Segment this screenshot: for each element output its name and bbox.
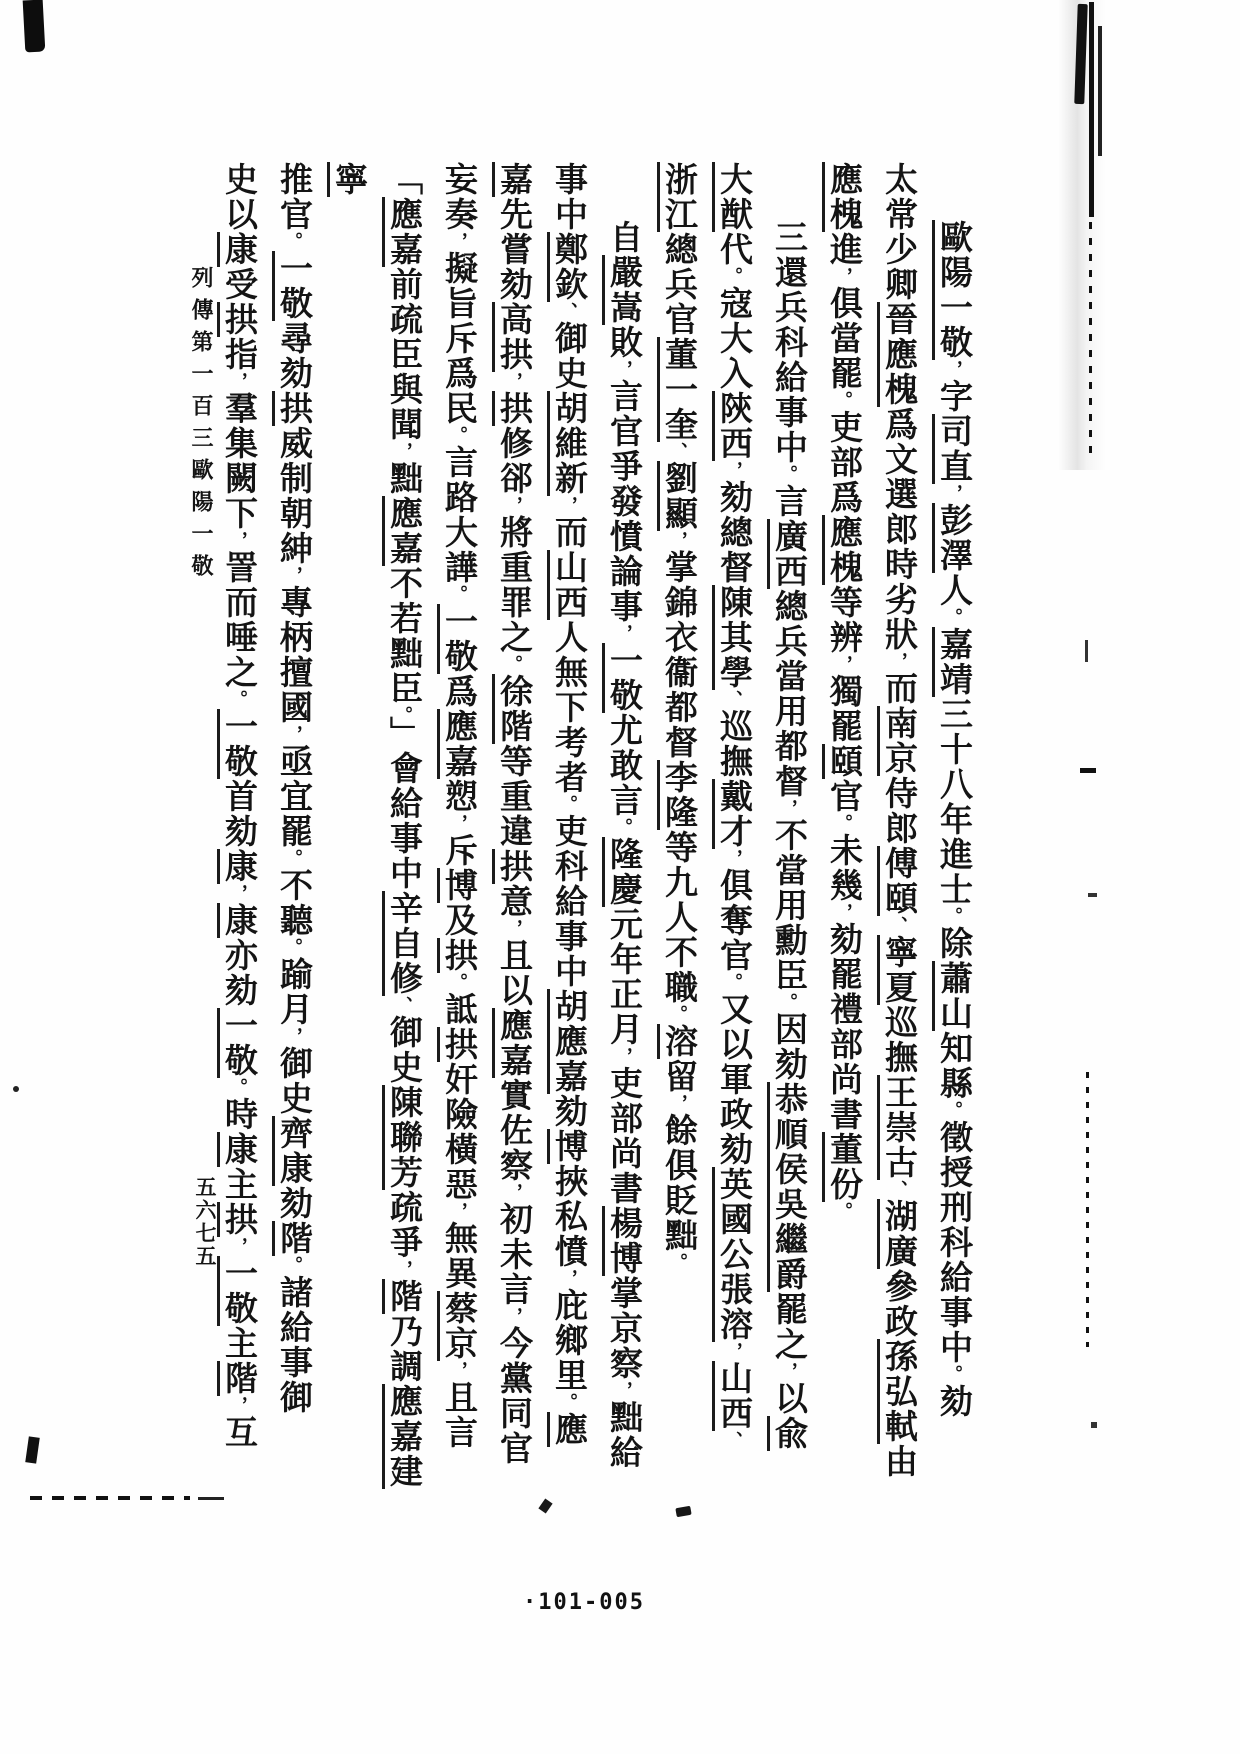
punctuation: ， bbox=[228, 372, 248, 391]
scan-artifact bbox=[1085, 640, 1088, 662]
proper-name: 兪 bbox=[767, 1416, 806, 1451]
proper-name: 陳其學 bbox=[712, 585, 751, 690]
punctuation: 。 bbox=[778, 993, 798, 1012]
proper-name: 劉顯 bbox=[657, 461, 696, 531]
proper-name: 胡維新 bbox=[547, 391, 586, 496]
proper-name: 李隆 bbox=[657, 760, 696, 830]
proper-name: 孫弘軾 bbox=[877, 1339, 916, 1444]
scan-artifact bbox=[1091, 1422, 1097, 1428]
punctuation: 。 bbox=[668, 1005, 688, 1024]
punctuation: ， bbox=[613, 624, 633, 643]
proper-name: 鄭欽 bbox=[547, 232, 586, 302]
proper-name: 頤 bbox=[822, 744, 861, 779]
scan-artifact bbox=[25, 1436, 40, 1463]
scan-artifact bbox=[1089, 2, 1094, 217]
scan-artifact bbox=[1086, 1072, 1089, 1347]
proper-name: 王崇古 bbox=[877, 1075, 916, 1180]
punctuation: ， bbox=[448, 1202, 468, 1221]
proper-name: 彭澤 bbox=[932, 503, 971, 573]
punctuation: ， bbox=[283, 1027, 303, 1046]
running-head-biography: 歐陽一敬 bbox=[189, 458, 214, 586]
scan-artifact bbox=[1089, 222, 1092, 457]
proper-name: 寧夏 bbox=[877, 935, 916, 1005]
proper-name: 一敬 bbox=[437, 604, 476, 674]
punctuation: ， bbox=[723, 849, 743, 868]
punctuation: 。 bbox=[283, 1256, 303, 1275]
text-column: 大猷代。寇大入陝西，劾總督陳其學、巡撫戴才，俱奪官。又以軍政劾英國公張溶，山西、 bbox=[705, 162, 760, 1512]
proper-name: 拱 bbox=[437, 1027, 476, 1062]
proper-name: 階 bbox=[272, 1221, 311, 1256]
scan-artifact bbox=[1088, 893, 1097, 897]
punctuation: 。 bbox=[833, 391, 853, 410]
text-column: 妄奏，擬旨斥爲民。言路大譁。一敬爲應嘉愬，斥博及拱。詆拱奸險橫惡，無異蔡京，且言 bbox=[430, 162, 485, 1512]
proper-name: 辛自修 bbox=[382, 891, 421, 996]
punctuation: 、 bbox=[668, 442, 688, 461]
proper-name: 康 bbox=[217, 1132, 256, 1167]
text-column: 三還兵科給事中。言廣西總兵當用都督，不當用勳臣。因劾恭順侯吳繼爵罷之，以兪 bbox=[760, 162, 815, 1512]
proper-name: 康 bbox=[217, 232, 256, 267]
punctuation: 。 bbox=[283, 232, 303, 251]
punctuation: 。 bbox=[613, 818, 633, 837]
punctuation: ， bbox=[558, 496, 578, 515]
punctuation: 、 bbox=[723, 1431, 743, 1450]
punctuation: 。 bbox=[943, 1101, 963, 1120]
text-column: 嘉先嘗劾高拱，拱修郤，將重罪之。徐階等重違拱意，且以應嘉實佐察，初未言，今黨同官 bbox=[485, 162, 540, 1512]
proper-name: 戴才 bbox=[712, 779, 751, 849]
scan-artifact bbox=[23, 0, 46, 52]
punctuation: 。 bbox=[558, 1393, 578, 1412]
proper-name: 博 bbox=[437, 868, 476, 903]
proper-name: 嘉靖 bbox=[932, 627, 971, 697]
punctuation: ， bbox=[503, 919, 523, 938]
running-head bbox=[184, 266, 218, 886]
punctuation: ， bbox=[393, 442, 413, 461]
proper-name: 一敬 bbox=[217, 1256, 256, 1326]
punctuation: ， bbox=[228, 1396, 248, 1415]
archive-stamp: ·101-005 bbox=[523, 1590, 645, 1615]
proper-name: 應嘉 bbox=[382, 496, 421, 566]
proper-name: 一敬 bbox=[272, 251, 311, 321]
text-column: 「應嘉前疏臣與聞，黜應嘉不若黜臣。」會給事中辛自修、御史陳聯芳疏爭，階乃調應嘉建寧 bbox=[320, 162, 430, 1512]
punctuation: ， bbox=[503, 372, 523, 391]
scan-artifact bbox=[1080, 768, 1096, 773]
proper-name: 溶 bbox=[657, 1024, 696, 1059]
proper-name: 楊博 bbox=[602, 1206, 641, 1276]
text-column: 太常少卿晉應槐爲文選郎時劣狀，而南京侍郎傅頤、寧夏巡撫王崇古、湖廣參政孫弘軾由 bbox=[870, 162, 925, 1512]
punctuation: ， bbox=[778, 799, 798, 818]
proper-name: 廣西 bbox=[767, 519, 806, 589]
scan-artifact bbox=[13, 1086, 19, 1092]
proper-name: 陝西 bbox=[712, 391, 751, 461]
punctuation: 。 bbox=[283, 849, 303, 868]
proper-name: 應嘉 bbox=[437, 709, 476, 779]
proper-name: 司直 bbox=[932, 414, 971, 484]
proper-name: 康 bbox=[217, 903, 256, 938]
punctuation: ， bbox=[723, 461, 743, 480]
punctuation: ， bbox=[833, 903, 853, 922]
proper-name: 蕭山 bbox=[932, 961, 971, 1031]
proper-name: 拱 bbox=[272, 391, 311, 426]
proper-name: 一敬 bbox=[602, 643, 641, 713]
proper-name: 蔡京 bbox=[437, 1291, 476, 1361]
proper-name: 應嘉 bbox=[382, 1384, 421, 1454]
punctuation: 。 bbox=[228, 690, 248, 709]
proper-name: 嘉 bbox=[492, 162, 531, 197]
punctuation: 。 bbox=[448, 585, 468, 604]
punctuation: ， bbox=[283, 725, 303, 744]
punctuation: 。 bbox=[833, 1202, 853, 1221]
punctuation: ， bbox=[228, 531, 248, 550]
punctuation: ， bbox=[943, 360, 963, 379]
proper-name: 湖廣 bbox=[877, 1199, 916, 1269]
punctuation: 。 bbox=[228, 1078, 248, 1097]
punctuation: ， bbox=[833, 655, 853, 674]
punctuation: ， bbox=[503, 1307, 523, 1326]
proper-name: 南京 bbox=[877, 706, 916, 776]
punctuation: ， bbox=[888, 652, 908, 671]
punctuation: 。 bbox=[723, 267, 743, 286]
proper-name: 山西 bbox=[547, 550, 586, 620]
punctuation: ， bbox=[943, 484, 963, 503]
punctuation: ， bbox=[503, 1183, 523, 1202]
punctuation: ， bbox=[778, 1362, 798, 1381]
proper-name: 齊康 bbox=[272, 1116, 311, 1186]
punctuation: ， bbox=[613, 360, 633, 379]
proper-name: 階 bbox=[217, 1361, 256, 1396]
text-column: 應槐進，俱當罷。吏部爲應槐等辨，獨罷頤官。未幾，劾罷禮部尚書董份。 bbox=[815, 162, 870, 1512]
punctuation: ， bbox=[723, 1342, 743, 1361]
proper-name: 拱 bbox=[437, 938, 476, 973]
proper-name: 浙江 bbox=[657, 162, 696, 232]
proper-name: 康 bbox=[217, 849, 256, 884]
proper-name: 恭順侯吳繼爵 bbox=[767, 1082, 806, 1292]
proper-name: 董份 bbox=[822, 1132, 861, 1202]
punctuation: 、 bbox=[393, 996, 413, 1015]
punctuation: 、 bbox=[888, 1180, 908, 1199]
proper-name: 高拱 bbox=[492, 302, 531, 372]
proper-name: 應 bbox=[547, 1412, 586, 1447]
punctuation: ， bbox=[613, 1047, 633, 1066]
punctuation: 。 bbox=[503, 655, 523, 674]
punctuation: 。 bbox=[393, 706, 413, 716]
punctuation: 、 bbox=[723, 690, 743, 709]
punctuation: ， bbox=[228, 884, 248, 903]
punctuation: 、 bbox=[888, 916, 908, 935]
punctuation: 。 bbox=[778, 465, 798, 484]
running-head-chapter: 列傳第一百三 bbox=[189, 266, 214, 458]
proper-name: 山西 bbox=[712, 1361, 751, 1431]
proper-name: 博 bbox=[547, 1129, 586, 1164]
text-column: 史以康受拱指，羣集闕下，詈而唾之。一敬首劾康，康亦劾一敬。時康主拱，一敬主階，互 bbox=[210, 162, 265, 1512]
punctuation: ， bbox=[503, 496, 523, 515]
proper-name: 傅頤 bbox=[877, 846, 916, 916]
text-column: 浙江總兵官董一奎、劉顯，掌錦衣衞都督李隆等九人不職。溶留，餘俱貶黜。 bbox=[650, 162, 705, 1512]
proper-name: 一敬 bbox=[217, 709, 256, 779]
scan-artifact bbox=[30, 1496, 190, 1500]
punctuation: ， bbox=[448, 232, 468, 251]
proper-name: 胡應嘉 bbox=[547, 989, 586, 1094]
proper-name: 嚴嵩 bbox=[602, 255, 641, 325]
scan-artifact bbox=[675, 1506, 691, 1517]
punctuation: 。 bbox=[943, 608, 963, 627]
punctuation: ， bbox=[558, 1269, 578, 1288]
punctuation: ， bbox=[393, 1260, 413, 1279]
punctuation: 。 bbox=[833, 814, 853, 833]
punctuation: ， bbox=[448, 1361, 468, 1380]
page-number: 五六七五 bbox=[193, 1176, 217, 1268]
punctuation: ， bbox=[668, 531, 688, 550]
proper-name: 應槐 bbox=[822, 515, 861, 585]
proper-name: 拱 bbox=[492, 391, 531, 426]
biography-text-block bbox=[208, 162, 980, 1512]
punctuation: ， bbox=[668, 1094, 688, 1113]
punctuation: 。 bbox=[448, 973, 468, 992]
proper-name: 一敬 bbox=[217, 1008, 256, 1078]
punctuation: 。 bbox=[558, 795, 578, 814]
proper-name: 應嘉 bbox=[492, 1008, 531, 1078]
scan-artifact bbox=[198, 1497, 224, 1500]
punctuation: ， bbox=[228, 1237, 248, 1256]
scan-artifact bbox=[1098, 26, 1102, 156]
text-column: 自嚴嵩敗，言官爭發憤論事，一敬尤敢言。隆慶元年正月，吏部尚書楊博掌京察，黜給 bbox=[595, 162, 650, 1512]
text-column: 事中鄭欽、御史胡維新，而山西人無下考者。吏科給事中胡應嘉劾博挾私憤，庇鄉里。應 bbox=[540, 162, 595, 1512]
punctuation: 。 bbox=[943, 907, 963, 926]
punctuation: 。 bbox=[668, 1253, 688, 1272]
punctuation: ， bbox=[613, 1381, 633, 1400]
proper-name: 拱 bbox=[217, 302, 256, 337]
proper-name: 徐階 bbox=[492, 674, 531, 744]
proper-name: 歐陽一敬 bbox=[932, 220, 971, 360]
punctuation: 。 bbox=[283, 938, 303, 957]
proper-name: 拱 bbox=[492, 849, 531, 884]
proper-name: 建寧 bbox=[327, 162, 421, 1489]
proper-name: 英國公張溶 bbox=[712, 1167, 751, 1342]
proper-name: 晉應槐 bbox=[877, 302, 916, 407]
punctuation: 、 bbox=[558, 302, 578, 321]
punctuation: ， bbox=[833, 267, 853, 286]
proper-name: 拱 bbox=[217, 1202, 256, 1237]
text-column: 歐陽一敬，字司直，彭澤人。嘉靖三十八年進士。除蕭山知縣。徵授刑科給事中。劾 bbox=[925, 162, 980, 1512]
text-column: 推官。一敬尋劾拱威制朝紳，專柄擅國，亟宜罷。不聽。踰月，御史齊康劾階。諸給事御 bbox=[265, 162, 320, 1512]
proper-name: 董一奎 bbox=[657, 337, 696, 442]
punctuation: ， bbox=[448, 814, 468, 833]
proper-name: 隆慶 bbox=[602, 837, 641, 907]
proper-name: 應嘉 bbox=[382, 197, 421, 267]
punctuation: 。 bbox=[723, 973, 743, 992]
proper-name: 大猷 bbox=[712, 162, 751, 232]
proper-name: 陳聯芳 bbox=[382, 1085, 421, 1190]
proper-name: 應槐 bbox=[822, 162, 861, 232]
punctuation: ， bbox=[283, 566, 303, 585]
punctuation: 。 bbox=[448, 426, 468, 445]
proper-name: 階 bbox=[382, 1279, 421, 1314]
punctuation: 。 bbox=[943, 1365, 963, 1384]
